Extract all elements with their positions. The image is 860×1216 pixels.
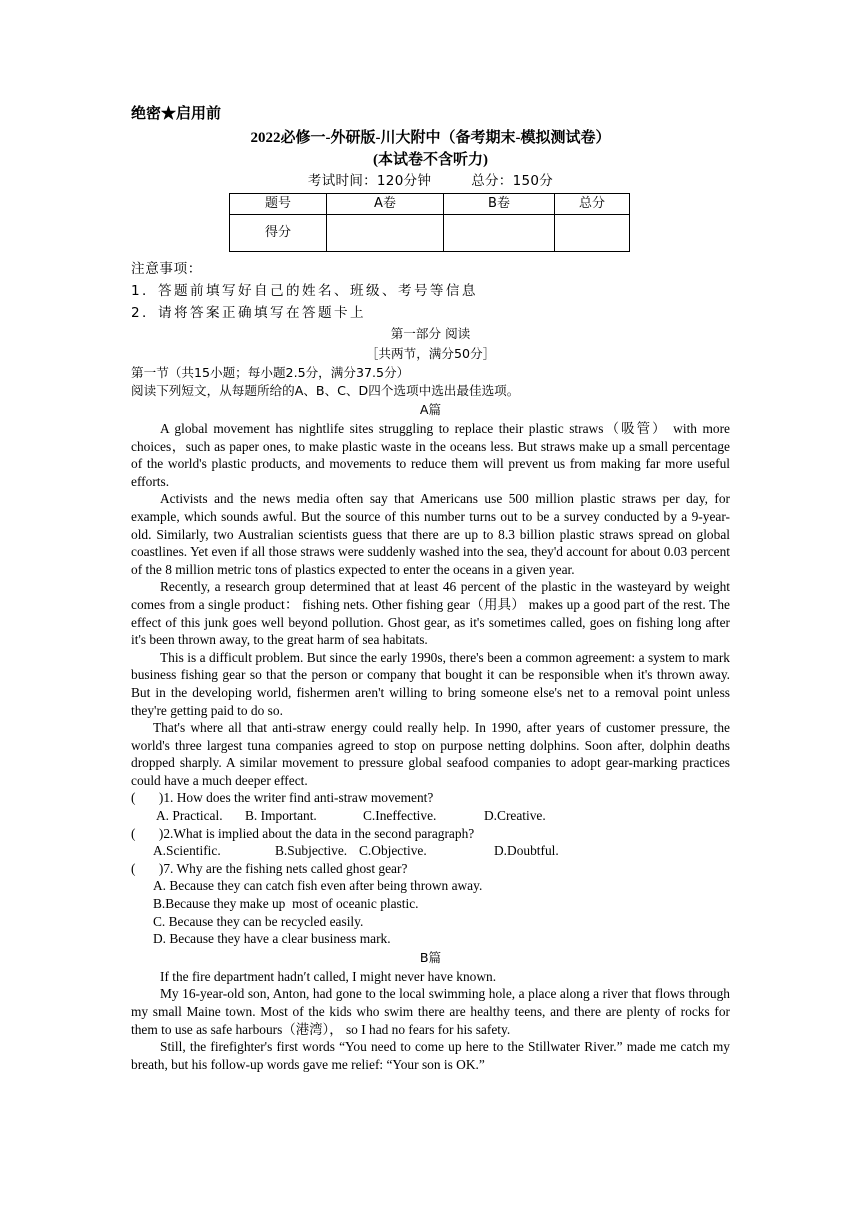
passage-a-paragraph: Recently, a research group determined that at least 46 percent of the plastic in the wasteyard by weight comes from a single product： fishing nets. Other fishing gear（用具） makes up a good part of the rest. The effect of this junk goes well beyond pollution. Ghost gear, as it's sometimes called, goes on fishing long after it's been thrown away, to the great harm of sea habitats. bbox=[131, 579, 730, 648]
passage-a-paragraph: That's where all that anti-straw energy could really help. In 1990, after years of customer pressure, the world's three largest tuna companies agreed to stop on purpose netting dolphins. Soon after, dolphin deaths dropped sharply. A similar movement to pressure global seafood companies to adopt gear-marking practices could have a much deeper effect. bbox=[131, 720, 730, 788]
option-c[interactable]: C.Ineffective. bbox=[363, 808, 437, 824]
notes bbox=[131, 258, 730, 324]
notes-heading: 注意事项： bbox=[131, 261, 202, 277]
secret-label: 绝密★启用前 bbox=[131, 106, 222, 122]
score-header-number: 题号 bbox=[230, 194, 327, 215]
passage-a-label: A篇 bbox=[419, 402, 442, 417]
score-cell-a[interactable] bbox=[327, 215, 444, 252]
question-stem: ( )1. How does the writer find anti-straw movement? bbox=[131, 790, 434, 806]
part-title: 第一部分 阅读 bbox=[390, 326, 471, 341]
exam-subtitle: (本试卷不含听力) bbox=[373, 152, 488, 168]
passage-a bbox=[131, 420, 730, 789]
option-d[interactable]: D.Creative. bbox=[484, 808, 546, 824]
option-b[interactable]: B. Important. bbox=[245, 808, 317, 824]
passage-b-label: B篇 bbox=[419, 949, 442, 965]
passage-a-paragraph: Activists and the news media often say that Americans use 500 million plastic straws per day, for example, which sounds awful. But the source of this number turns out to be a survey conducted by a 9-year-old. Similarly, two Australian scientists guess that there are up to 8.3 billion plastic straws spread on global coastlines. Yet even if all those straws were suddenly washed into the sea, they'd account for about 0.03 percent of the 8 million metric tons of plastics expected to enter the oceans in a given year. bbox=[131, 491, 730, 577]
score-table bbox=[229, 193, 630, 252]
question-options bbox=[153, 842, 730, 860]
passage-a-paragraph: A global movement has nightlife sites struggling to replace their plastic straws（吸管） with more choices，such as paper ones, to make plastic waste in the oceans less. But straws make up a small percentage of the world's plastic products, and movements to reduce them will prevent us from making far more useful efforts. bbox=[131, 421, 730, 489]
score-row-label: 得分 bbox=[230, 215, 327, 252]
option-c[interactable]: C. Because they can be recycled easily. bbox=[153, 913, 364, 929]
question-7 bbox=[131, 860, 730, 948]
score-cell-b[interactable] bbox=[444, 215, 555, 252]
question-options bbox=[156, 807, 730, 825]
exam-page bbox=[131, 100, 730, 1073]
passage-b bbox=[131, 968, 730, 1074]
question-2 bbox=[131, 825, 730, 860]
option-a[interactable]: A.Scientific. bbox=[153, 843, 221, 859]
passage-b-paragraph: If the fire department hadn′t called, I might never have known. bbox=[160, 968, 497, 984]
option-d[interactable]: D. Because they have a clear business mark. bbox=[153, 931, 391, 947]
score-header-a: A卷 bbox=[327, 194, 444, 215]
question-1 bbox=[131, 789, 730, 824]
passage-b-paragraph: Still, the firefighter's first words “You need to come up here to the Stillwater River.” made me catch my breath, but his follow-up words gave me relief: “Your son is OK.” bbox=[131, 1039, 730, 1072]
option-d[interactable]: D.Doubtful. bbox=[494, 843, 559, 859]
exam-total: 总分：150分 bbox=[471, 173, 554, 189]
notes-item-1: 1．答题前填写好自己的姓名、班级、考号等信息 bbox=[131, 283, 478, 299]
passage-b-paragraph: My 16-year-old son, Anton, had gone to the local swimming hole, a place along a river that flows through my small Maine town. Most of the kids who swim there are healthy teens, and there are plenty of rocks for them to use as safe harbours（港湾）， so I had no fears for his safety. bbox=[131, 986, 730, 1037]
score-cell-total[interactable] bbox=[555, 215, 630, 252]
option-a[interactable]: A. Because they can catch fish even after being thrown away. bbox=[153, 878, 483, 894]
option-b[interactable]: B.Because they make up most of oceanic plastic. bbox=[153, 896, 419, 912]
part-info: ［共两节，满分50分］ bbox=[365, 346, 496, 361]
question-stem: ( )7. Why are the fishing nets called ghost gear? bbox=[131, 860, 408, 876]
passage-a-paragraph: This is a difficult problem. But since the early 1990s, there's been a common agreement: a system to mark business fishing gear so that the person or company that bought it can be responsible when it's thrown away. But in the developing world, fishermen aren't willing to bring someone else's net to a removal point unless they're getting paid to do so. bbox=[131, 649, 730, 718]
notes-item-2: 2．请将答案正确填写在答题卡上 bbox=[131, 305, 366, 321]
score-header-b: B卷 bbox=[444, 194, 555, 215]
exam-title: 2022必修一-外研版-川大附中（备考期末-模拟测试卷） bbox=[250, 130, 611, 146]
exam-meta bbox=[131, 171, 730, 191]
option-a[interactable]: A. Practical. bbox=[156, 808, 223, 824]
question-stem: ( )2.What is implied about the data in the second paragraph? bbox=[131, 825, 475, 841]
option-b[interactable]: B.Subjective. bbox=[275, 843, 348, 859]
option-c[interactable]: C.Objective. bbox=[359, 843, 427, 859]
section-title: 第一节（共15小题；每小题2.5分，满分37.5分） bbox=[131, 365, 410, 380]
score-header-total: 总分 bbox=[555, 194, 630, 215]
section-instruction: 阅读下列短文，从每题所给的A、B、C、D四个选项中选出最佳选项。 bbox=[131, 383, 520, 398]
exam-time: 考试时间：120分钟 bbox=[307, 173, 432, 189]
